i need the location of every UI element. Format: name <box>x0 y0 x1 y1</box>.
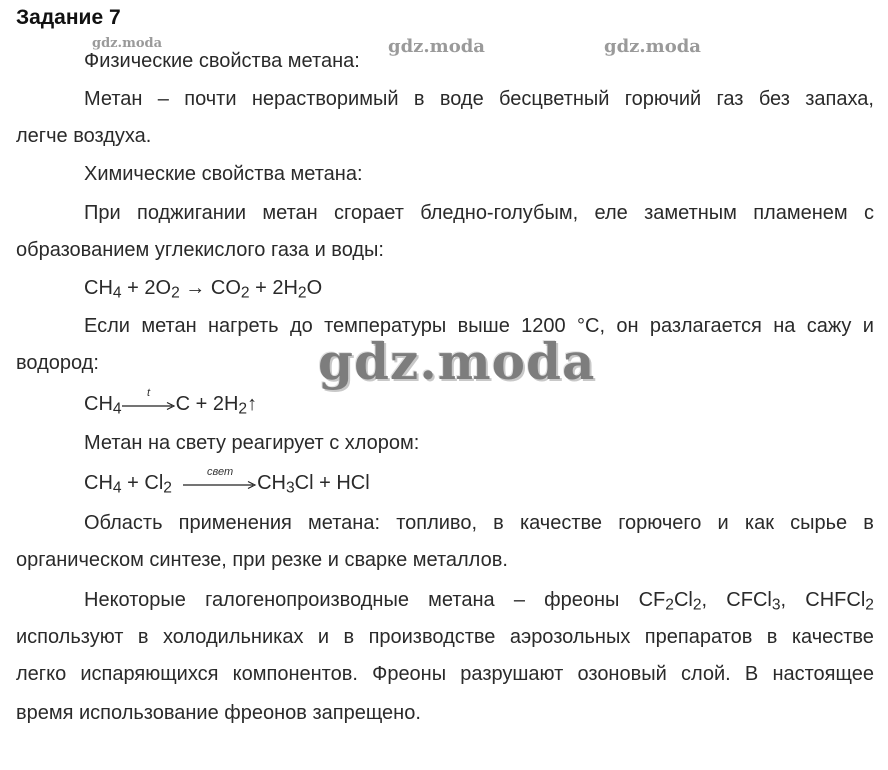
word: метан <box>262 202 318 224</box>
word: качестве <box>519 512 603 534</box>
paragraph-freons-line1 <box>84 588 874 612</box>
formula-cfcl3 <box>726 588 786 612</box>
word: и <box>862 315 874 337</box>
formula-part: O <box>306 277 323 299</box>
paragraph-usage-line1 <box>84 511 874 535</box>
paragraph-combustion-line2: образованием углекислого газа и воды: <box>16 239 384 261</box>
word: производстве <box>368 626 496 648</box>
word: с <box>863 202 874 224</box>
word: применения <box>178 512 292 534</box>
subscript: 3 <box>285 479 295 497</box>
formula-part: C + 2H <box>175 393 239 415</box>
word: 1200 <box>521 315 566 337</box>
word: метана: <box>308 512 381 534</box>
formula-cf2cl2 <box>639 588 708 612</box>
word: нерастворимый <box>251 88 399 110</box>
word: пламенем <box>753 202 848 224</box>
watermark: gdz.moda <box>604 36 701 57</box>
arrow-condition: t <box>147 386 151 399</box>
word: разрушают <box>460 663 564 685</box>
paragraph-freons-line4: время использование фреонов запрещено. <box>16 702 421 724</box>
word: без <box>758 88 790 110</box>
word: – <box>157 88 169 110</box>
word: озоновый <box>577 663 667 685</box>
formula-part: Cl + HCl <box>294 472 370 494</box>
equation-chlorination <box>84 465 370 497</box>
word: бледно-голубым, <box>420 202 579 224</box>
reaction-arrow <box>183 465 257 496</box>
paragraph-decomposition-line2: водород: <box>16 352 99 374</box>
paragraph-freons-line3 <box>16 662 874 686</box>
word: воде <box>439 88 484 110</box>
word: в <box>137 626 149 648</box>
subscript: 2 <box>665 596 674 614</box>
formula-part: CH <box>84 393 113 415</box>
formula-part: + Cl <box>121 472 164 494</box>
word: галогенопроизводные <box>205 589 409 611</box>
paragraph-physical-line1 <box>84 87 874 111</box>
word: как <box>744 512 774 534</box>
word: Если <box>84 315 130 337</box>
word: газ <box>716 88 744 110</box>
word: Область <box>84 512 163 534</box>
word: фреоны <box>544 589 620 611</box>
subscript: 2 <box>238 400 248 418</box>
formula-part: CH <box>257 472 286 494</box>
word: в <box>863 512 874 534</box>
paragraph-physical-heading: Физические свойства метана: <box>84 50 360 72</box>
watermark: gdz.moda <box>92 36 163 51</box>
word: – <box>513 589 525 611</box>
word: в <box>766 626 778 648</box>
word: Некоторые <box>84 589 186 611</box>
subscript: 2 <box>171 284 180 302</box>
word: препаратов <box>644 626 753 648</box>
word: и <box>717 512 729 534</box>
paragraph-combustion-line1 <box>84 201 874 225</box>
paragraph-chlorination: Метан на свету реагирует с хлором: <box>84 432 420 454</box>
gas-arrow: ↑ <box>247 393 258 415</box>
word: Метан <box>84 88 143 110</box>
word: аэрозольных <box>509 626 631 648</box>
word: он <box>616 315 639 337</box>
word: метана <box>428 589 495 611</box>
word: в <box>413 88 425 110</box>
word: При <box>84 202 121 224</box>
formula-part: CFCl <box>726 589 772 611</box>
word: легко <box>16 663 67 685</box>
word: почти <box>184 88 237 110</box>
word: запаха, <box>805 88 874 110</box>
word: используют <box>16 626 124 648</box>
word: выше <box>457 315 510 337</box>
task-title: Задание 7 <box>16 6 121 29</box>
paragraph-freons-line2 <box>16 625 874 649</box>
paragraph-physical-line2: легче воздуха. <box>16 125 152 147</box>
word: В <box>744 663 759 685</box>
word: и <box>317 626 330 648</box>
word: в <box>343 626 355 648</box>
word: поджигании <box>136 202 247 224</box>
word: Фреоны <box>372 663 447 685</box>
subscript: 2 <box>240 284 250 302</box>
reaction-arrow <box>122 386 176 417</box>
subscript: 4 <box>112 400 122 418</box>
formula-part: CH <box>84 277 113 299</box>
word: метан <box>141 315 197 337</box>
word: еле <box>594 202 628 224</box>
punctuation: , <box>701 589 708 611</box>
subscript: 2 <box>297 284 307 302</box>
formula-part: CH <box>84 472 113 494</box>
subscript: 2 <box>163 479 172 497</box>
word: сгорает <box>334 202 404 224</box>
formula-part: Cl <box>673 589 693 611</box>
word: топливо, <box>396 512 477 534</box>
word: разлагается <box>649 315 762 337</box>
subscript: 2 <box>865 596 874 614</box>
word: горючего <box>618 512 702 534</box>
word: температуры <box>324 315 447 337</box>
formula-part: CO <box>210 277 241 299</box>
paragraph-chemical-heading: Химические свойства метана: <box>84 163 363 185</box>
word: заметным <box>644 202 737 224</box>
arrow-condition: свет <box>206 465 234 478</box>
subscript: 4 <box>112 479 122 497</box>
word: в <box>493 512 504 534</box>
paragraph-usage-line2: органическом синтезе, при резке и сварке металлов. <box>16 549 508 571</box>
word: испаряющихся <box>80 663 219 685</box>
watermark-large: gdz.moda <box>318 332 596 391</box>
word: до <box>289 315 313 337</box>
word: бесцветный <box>499 88 610 110</box>
word: °С, <box>577 315 606 337</box>
word: сырье <box>790 512 848 534</box>
word: настоящее <box>772 663 874 685</box>
equation-combustion <box>84 276 322 300</box>
formula-part: + 2H <box>249 277 298 299</box>
equation-decomposition <box>84 386 258 418</box>
word: слой. <box>680 663 731 685</box>
word: компонентов. <box>232 663 358 685</box>
subscript: 2 <box>692 596 702 614</box>
word: качестве <box>791 626 874 648</box>
formula-chfcl2 <box>805 588 874 612</box>
watermark: gdz.moda <box>388 36 485 57</box>
reaction-arrow: → <box>179 277 211 299</box>
word: нагреть <box>207 315 279 337</box>
formula-part: + 2O <box>121 277 172 299</box>
word: горючий <box>624 88 702 110</box>
subscript: 4 <box>112 284 122 302</box>
word: на <box>773 315 796 337</box>
subscript: 3 <box>771 596 781 614</box>
word: сажу <box>806 315 852 337</box>
formula-part: CF <box>638 589 666 611</box>
word: холодильниках <box>162 626 304 648</box>
punctuation: , <box>780 589 787 611</box>
formula-part: CHFCl <box>805 589 866 611</box>
